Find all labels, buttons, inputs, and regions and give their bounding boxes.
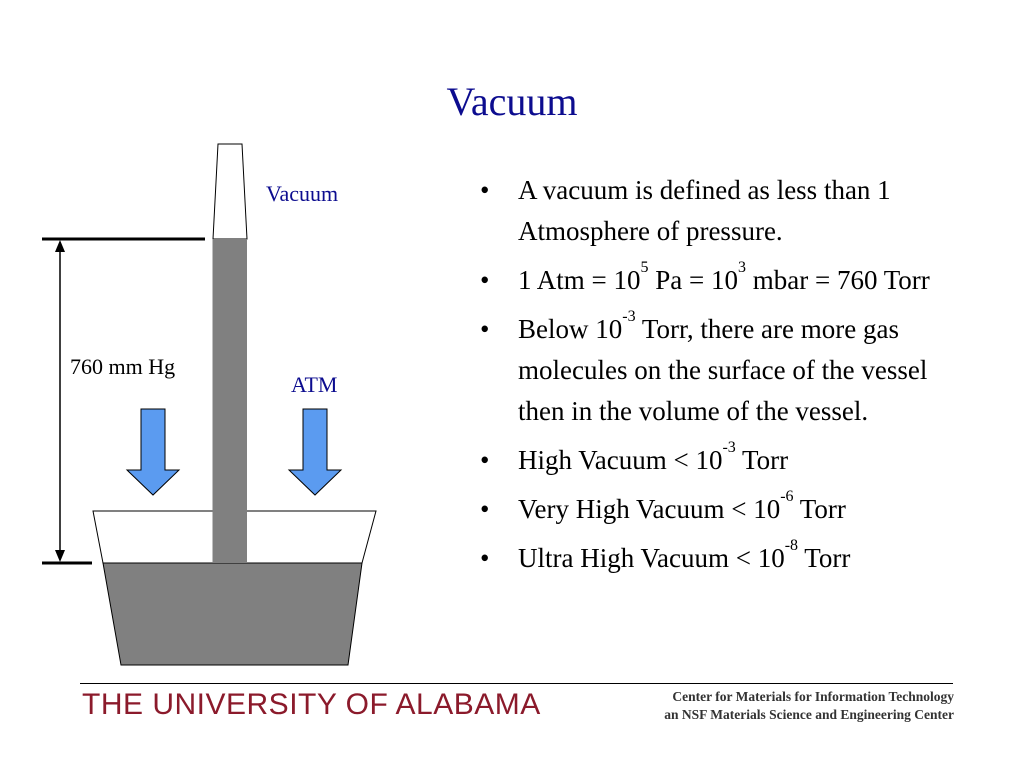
vacuum-label: Vacuum — [266, 181, 339, 206]
tube-vacuum-space — [213, 144, 247, 239]
bullet-list — [480, 170, 980, 587]
footer-divider — [80, 683, 953, 684]
dimension-arrow-down — [55, 550, 65, 562]
atm-label: ATM — [291, 372, 338, 397]
bullet-item: • Ultra High Vacuum < $10^{-8}$ Torr — [480, 538, 980, 579]
center-credit-line1: Center for Materials for Information Technology — [672, 689, 954, 704]
height-label: 760 mm Hg — [70, 354, 176, 379]
university-logo-text: THE UNIVERSITY OF ALABAMA — [82, 688, 541, 721]
center-credit — [664, 688, 954, 724]
bullet-item: • 1 Atm = $10^5$ $Pa = 10^3$ mbar = 760 Torr — [480, 260, 980, 301]
dimension-arrow-up — [55, 240, 65, 252]
bullet-item: • High Vacuum < $10^{-3}$ Torr — [480, 440, 980, 481]
atm-arrow-right — [289, 409, 341, 495]
atm-arrow-left — [127, 409, 179, 495]
tube-mercury-column — [213, 239, 247, 563]
bullet-item: • Very High Vacuum < $10^{-6}$ Torr — [480, 489, 980, 530]
bullet-item: • A vacuum is defined as less than 1 Atmosphere of pressure. — [480, 170, 980, 252]
slide-title: Vacuum — [446, 79, 578, 124]
center-credit-line2: an NSF Materials Science and Engineering Center — [664, 707, 954, 722]
bullet-item: • Below $10^{-3}$ Torr, there are more gas molecules on the surface of the vessel then in the volume of the vessel. — [480, 309, 980, 432]
dish-mercury — [103, 563, 362, 665]
